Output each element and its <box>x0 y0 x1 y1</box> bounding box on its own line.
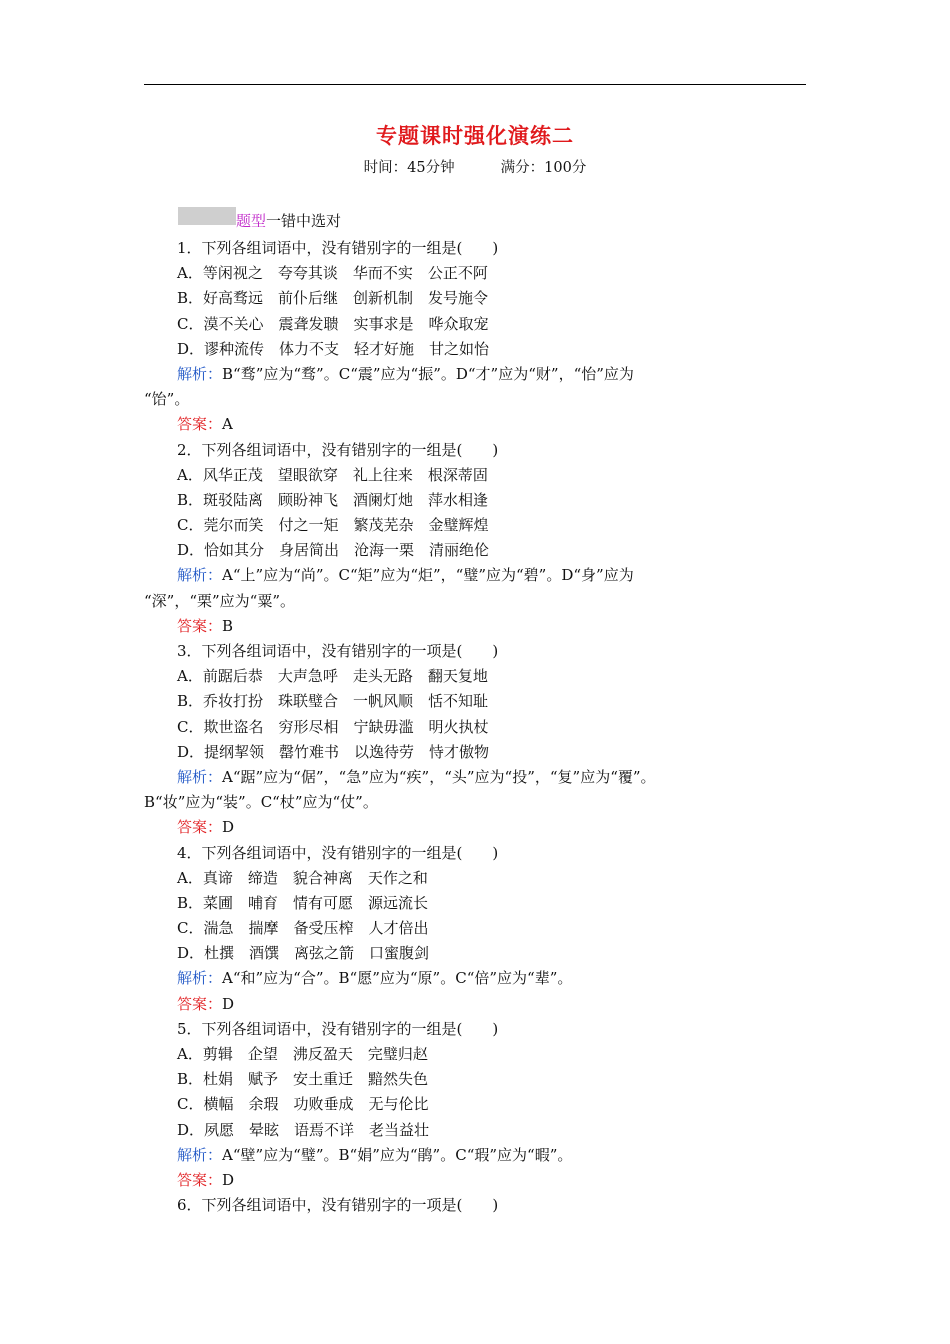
explanation-label: 解析： <box>177 969 223 988</box>
question-stem: 5．下列各组词语中，没有错别字的一组是( ) <box>177 1019 499 1038</box>
option-a: A．风华正茂 望眼欲穿 礼上往来 根深蒂固 <box>177 465 488 484</box>
option-a: A．等闲视之 夸夸其谈 华而不实 公正不阿 <box>177 264 488 283</box>
explanation-text: A“踞”应为“倨”，“急”应为“疾”，“头”应为“投”，“复”应为“覆”。 <box>222 767 656 786</box>
exam-meta <box>0 156 950 177</box>
answer-label: 答案： <box>177 818 223 837</box>
option-c: C．莞尔而笑 付之一矩 繁茂芜杂 金璧辉煌 <box>177 516 489 535</box>
answer-value: D <box>222 1170 235 1189</box>
question-stem: 4．下列各组词语中，没有错别字的一组是( ) <box>177 843 499 862</box>
explanation-text: A“和”应为“合”。B“愿”应为“原”。C“倍”应为“辈”。 <box>222 969 573 988</box>
option-c: C．湍急 揣摩 备受压榨 人才倍出 <box>177 919 429 938</box>
answer-value: A <box>222 415 233 434</box>
header-rule <box>144 84 806 85</box>
explanation-label: 解析： <box>177 1145 223 1164</box>
explanation-label: 解析： <box>177 364 223 383</box>
explanation <box>144 1143 812 1168</box>
option-d: D．夙愿 晕眩 语焉不详 老当益壮 <box>177 1120 430 1139</box>
option-c: C．漠不关心 震聋发聩 实事求是 哗众取宠 <box>177 314 489 333</box>
explanation <box>144 765 812 790</box>
explanation-text: A“壁”应为“璧”。B“娟”应为“鹃”。C“瑕”应为“暇”。 <box>222 1145 573 1164</box>
option-b: B．菜圃 哺育 情有可愿 源远流长 <box>177 893 429 912</box>
option-b: B．好高骛远 前仆后继 创新机制 发号施令 <box>177 289 489 308</box>
answer-label: 答案： <box>177 1170 223 1189</box>
answer-label: 答案： <box>177 616 223 635</box>
explanation-continued: B“妆”应为“装”。C“杖”应为“仗”。 <box>144 793 378 812</box>
option-d: D．恰如其分 身居简出 沧海一栗 清丽绝伦 <box>177 541 490 560</box>
explanation-continued: “饴”。 <box>144 390 190 409</box>
section-type-label: 题型 <box>236 211 267 230</box>
option-a: A．真谛 缔造 貌合神离 天作之和 <box>177 868 428 887</box>
option-b: B．斑驳陆离 顾盼神飞 酒阑灯灺 萍水相逢 <box>177 490 489 509</box>
question-list <box>144 236 812 1218</box>
time-limit: 时间：45分钟 <box>363 160 455 176</box>
option-b: B．乔妆打扮 珠联璧合 一帆风顺 恬不知耻 <box>177 692 489 711</box>
section-heading <box>178 208 341 232</box>
question-stem: 2．下列各组词语中，没有错别字的一组是( ) <box>177 440 499 459</box>
option-d: D．谬种流传 体力不支 轻才好施 甘之如怡 <box>177 339 490 358</box>
explanation-label: 解析： <box>177 767 223 786</box>
question-stem: 6．下列各组词语中，没有错别字的一项是( ) <box>177 1196 499 1215</box>
explanation <box>144 362 812 387</box>
option-c: C．欺世盗名 穷形尽相 宁缺毋滥 明火执杖 <box>177 717 489 736</box>
option-a: A．前踞后恭 大声急呼 走头无路 翻天复地 <box>177 667 488 686</box>
explanation <box>144 563 812 588</box>
answer-value: B <box>222 616 234 635</box>
option-d: D．杜撰 酒馔 离弦之箭 口蜜腹剑 <box>177 944 430 963</box>
explanation-text: A“上”应为“尚”。C“矩”应为“炬”，“璧”应为“碧”。D“身”应为 <box>222 566 634 585</box>
page-title: 专题课时强化演练二 <box>376 124 574 148</box>
answer-value: D <box>222 994 235 1013</box>
question-stem: 3．下列各组词语中，没有错别字的一项是( ) <box>177 642 499 660</box>
explanation-label: 解析： <box>177 566 223 585</box>
section-name: 一错中选对 <box>266 211 342 230</box>
answer <box>144 1168 812 1193</box>
answer <box>144 815 812 840</box>
answer-value: D <box>222 818 235 837</box>
explanation-continued: “深”，“栗”应为“粟”。 <box>144 591 296 610</box>
option-b: B．杜娟 赋予 安土重迁 黯然失色 <box>177 1070 429 1089</box>
answer-label: 答案： <box>177 415 223 434</box>
answer-label: 答案： <box>177 994 223 1013</box>
question-stem: 1．下列各组词语中，没有错别字的一组是( ) <box>177 239 499 257</box>
explanation <box>144 966 812 991</box>
option-c: C．横幅 余瑕 功败垂成 无与伦比 <box>177 1095 429 1114</box>
full-score: 满分：100分 <box>500 160 587 176</box>
answer <box>144 992 812 1017</box>
explanation-text: B“骛”应为“骛”。C“震”应为“振”。D“才”应为“财”，“怡”应为 <box>222 364 634 383</box>
option-d: D．提纲挈领 罄竹难书 以逸待劳 恃才傲物 <box>177 742 490 761</box>
answer <box>144 412 812 437</box>
section-marker <box>178 207 236 225</box>
option-a: A．剪辑 企望 沸反盈天 完璧归赵 <box>177 1045 428 1063</box>
answer <box>144 614 812 639</box>
